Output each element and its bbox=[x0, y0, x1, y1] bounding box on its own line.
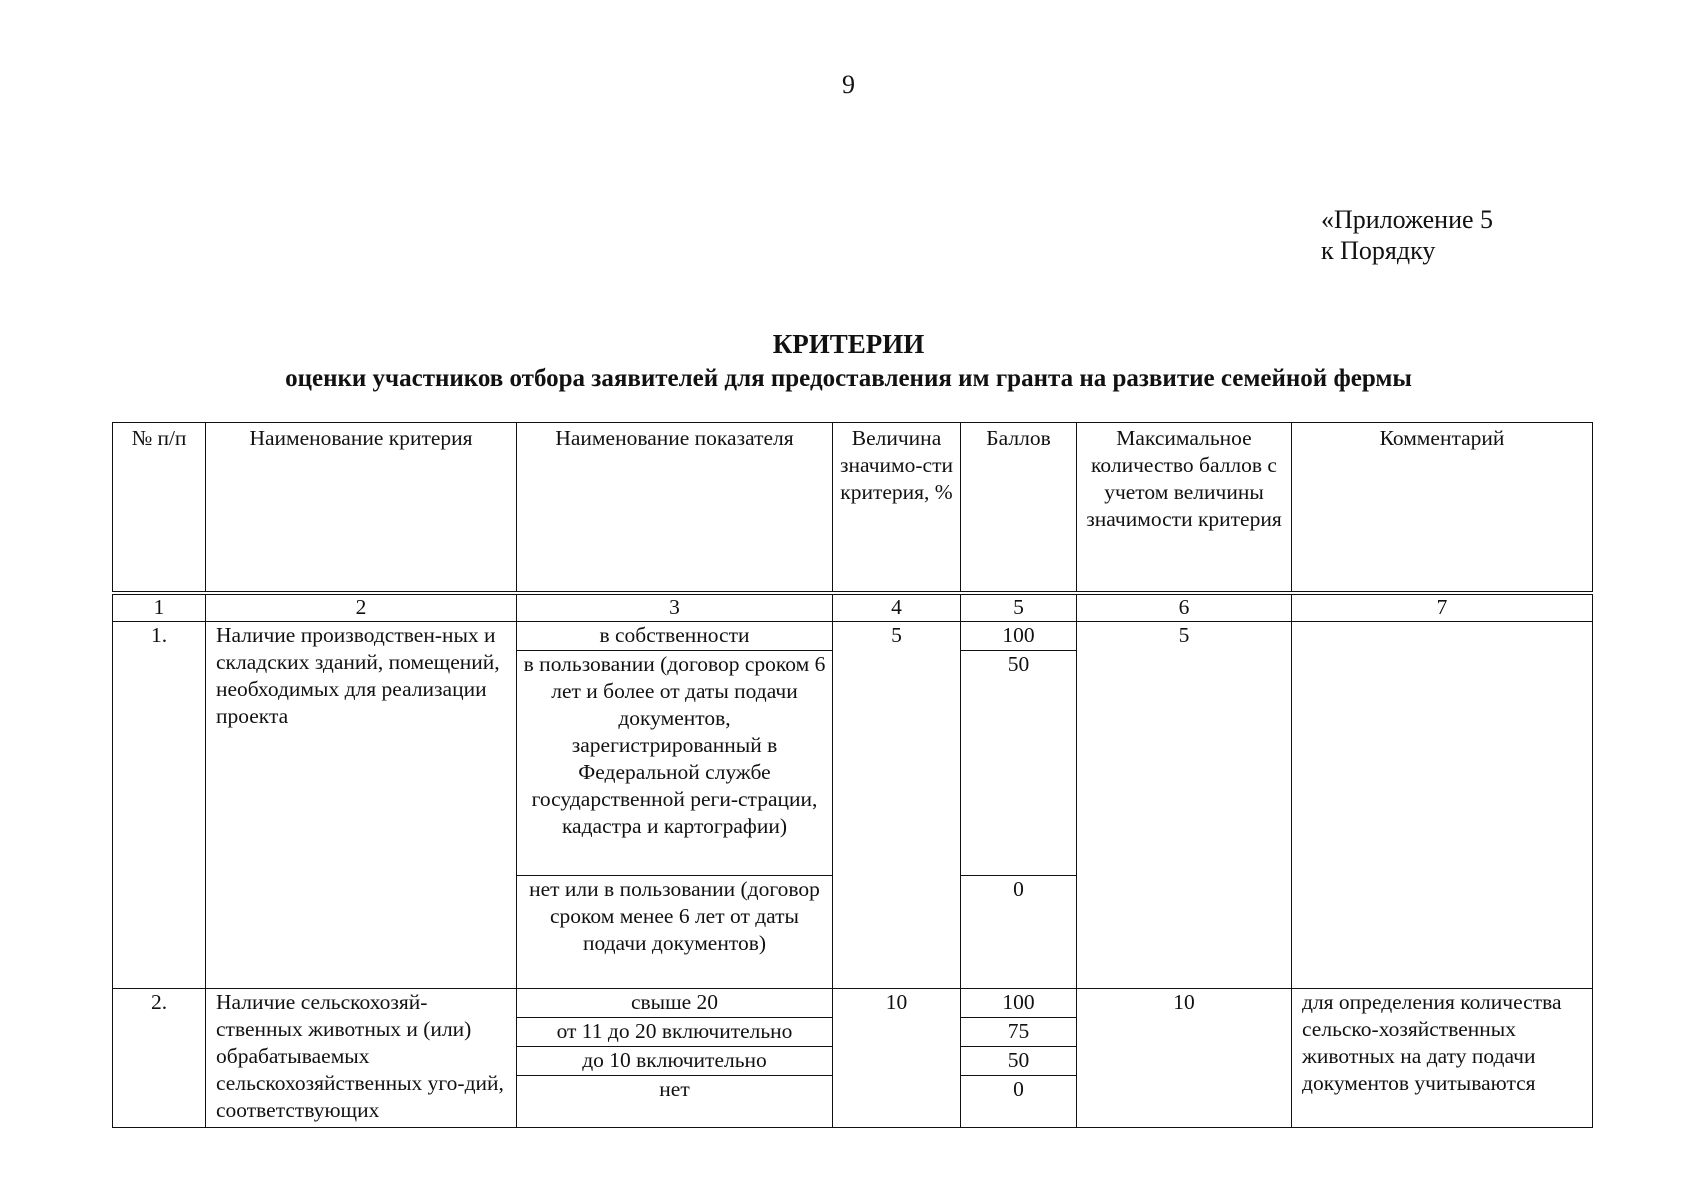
indicator-points: 0 bbox=[961, 1076, 1077, 1128]
criterion-weight: 5 bbox=[833, 622, 961, 989]
indicator-name: нет bbox=[517, 1076, 833, 1128]
column-number: 2 bbox=[206, 593, 517, 622]
document-subtitle: оценки участников отбора заявителей для предоставления им гранта на развитие семейной фермы bbox=[285, 365, 1412, 392]
comment: для определения количества сельско-хозяйственных животных на дату подачи документов учитываются bbox=[1292, 989, 1593, 1128]
row-number: 1. bbox=[113, 622, 206, 989]
header-row bbox=[113, 423, 1593, 594]
indicator-name: в собственности bbox=[517, 622, 833, 651]
criteria-table bbox=[112, 422, 1593, 1128]
column-number: 7 bbox=[1292, 593, 1593, 622]
comment bbox=[1292, 622, 1593, 989]
indicator-name: свыше 20 bbox=[517, 989, 833, 1018]
indicator-name: до 10 включительно bbox=[517, 1047, 833, 1076]
indicator-points: 100 bbox=[961, 989, 1077, 1018]
page-number: 9 bbox=[842, 70, 855, 99]
table-row bbox=[113, 989, 1593, 1018]
indicator-name: нет или в пользовании (договор сроком менее 6 лет от даты подачи документов) bbox=[517, 876, 833, 989]
header-num: № п/п bbox=[113, 423, 206, 594]
header-points: Баллов bbox=[961, 423, 1077, 594]
indicator-name: от 11 до 20 включительно bbox=[517, 1018, 833, 1047]
row-number: 2. bbox=[113, 989, 206, 1128]
indicator-points: 75 bbox=[961, 1018, 1077, 1047]
column-number: 6 bbox=[1077, 593, 1292, 622]
max-points: 10 bbox=[1077, 989, 1292, 1128]
max-points: 5 bbox=[1077, 622, 1292, 989]
appendix-line-1: «Приложение 5 bbox=[1321, 205, 1494, 234]
criterion-name: Наличие производствен-ных и складских зданий, помещений, необходимых для реализации проекта bbox=[206, 622, 517, 989]
indicator-points: 50 bbox=[961, 651, 1077, 876]
header-comment: Комментарий bbox=[1292, 423, 1593, 594]
indicator-points: 0 bbox=[961, 876, 1077, 989]
appendix-line-2: к Порядку bbox=[1321, 236, 1436, 265]
column-number: 5 bbox=[961, 593, 1077, 622]
appendix-note bbox=[1321, 204, 1493, 266]
column-numbers-row bbox=[113, 593, 1593, 622]
header-indicator: Наименование показателя bbox=[517, 423, 833, 594]
header-max-points: Максимальное количество баллов с учетом величины значимости критерия bbox=[1077, 423, 1292, 594]
document-title: КРИТЕРИИ bbox=[772, 329, 925, 359]
column-number: 4 bbox=[833, 593, 961, 622]
criterion-name: Наличие сельскохозяй-ственных животных и (или) обрабатываемых сельскохозяйственных уго-дий, соответствующих bbox=[206, 989, 517, 1128]
header-weight: Величина значимо-сти критерия, % bbox=[833, 423, 961, 594]
table-row bbox=[113, 622, 1593, 651]
indicator-points: 100 bbox=[961, 622, 1077, 651]
column-number: 3 bbox=[517, 593, 833, 622]
header-criterion: Наименование критерия bbox=[206, 423, 517, 594]
indicator-name: в пользовании (договор сроком 6 лет и более от даты подачи документов, зарегистрированный в Федеральной службе государственной реги-страции, кадастра и картографии) bbox=[517, 651, 833, 876]
column-number: 1 bbox=[113, 593, 206, 622]
criterion-weight: 10 bbox=[833, 989, 961, 1128]
indicator-points: 50 bbox=[961, 1047, 1077, 1076]
